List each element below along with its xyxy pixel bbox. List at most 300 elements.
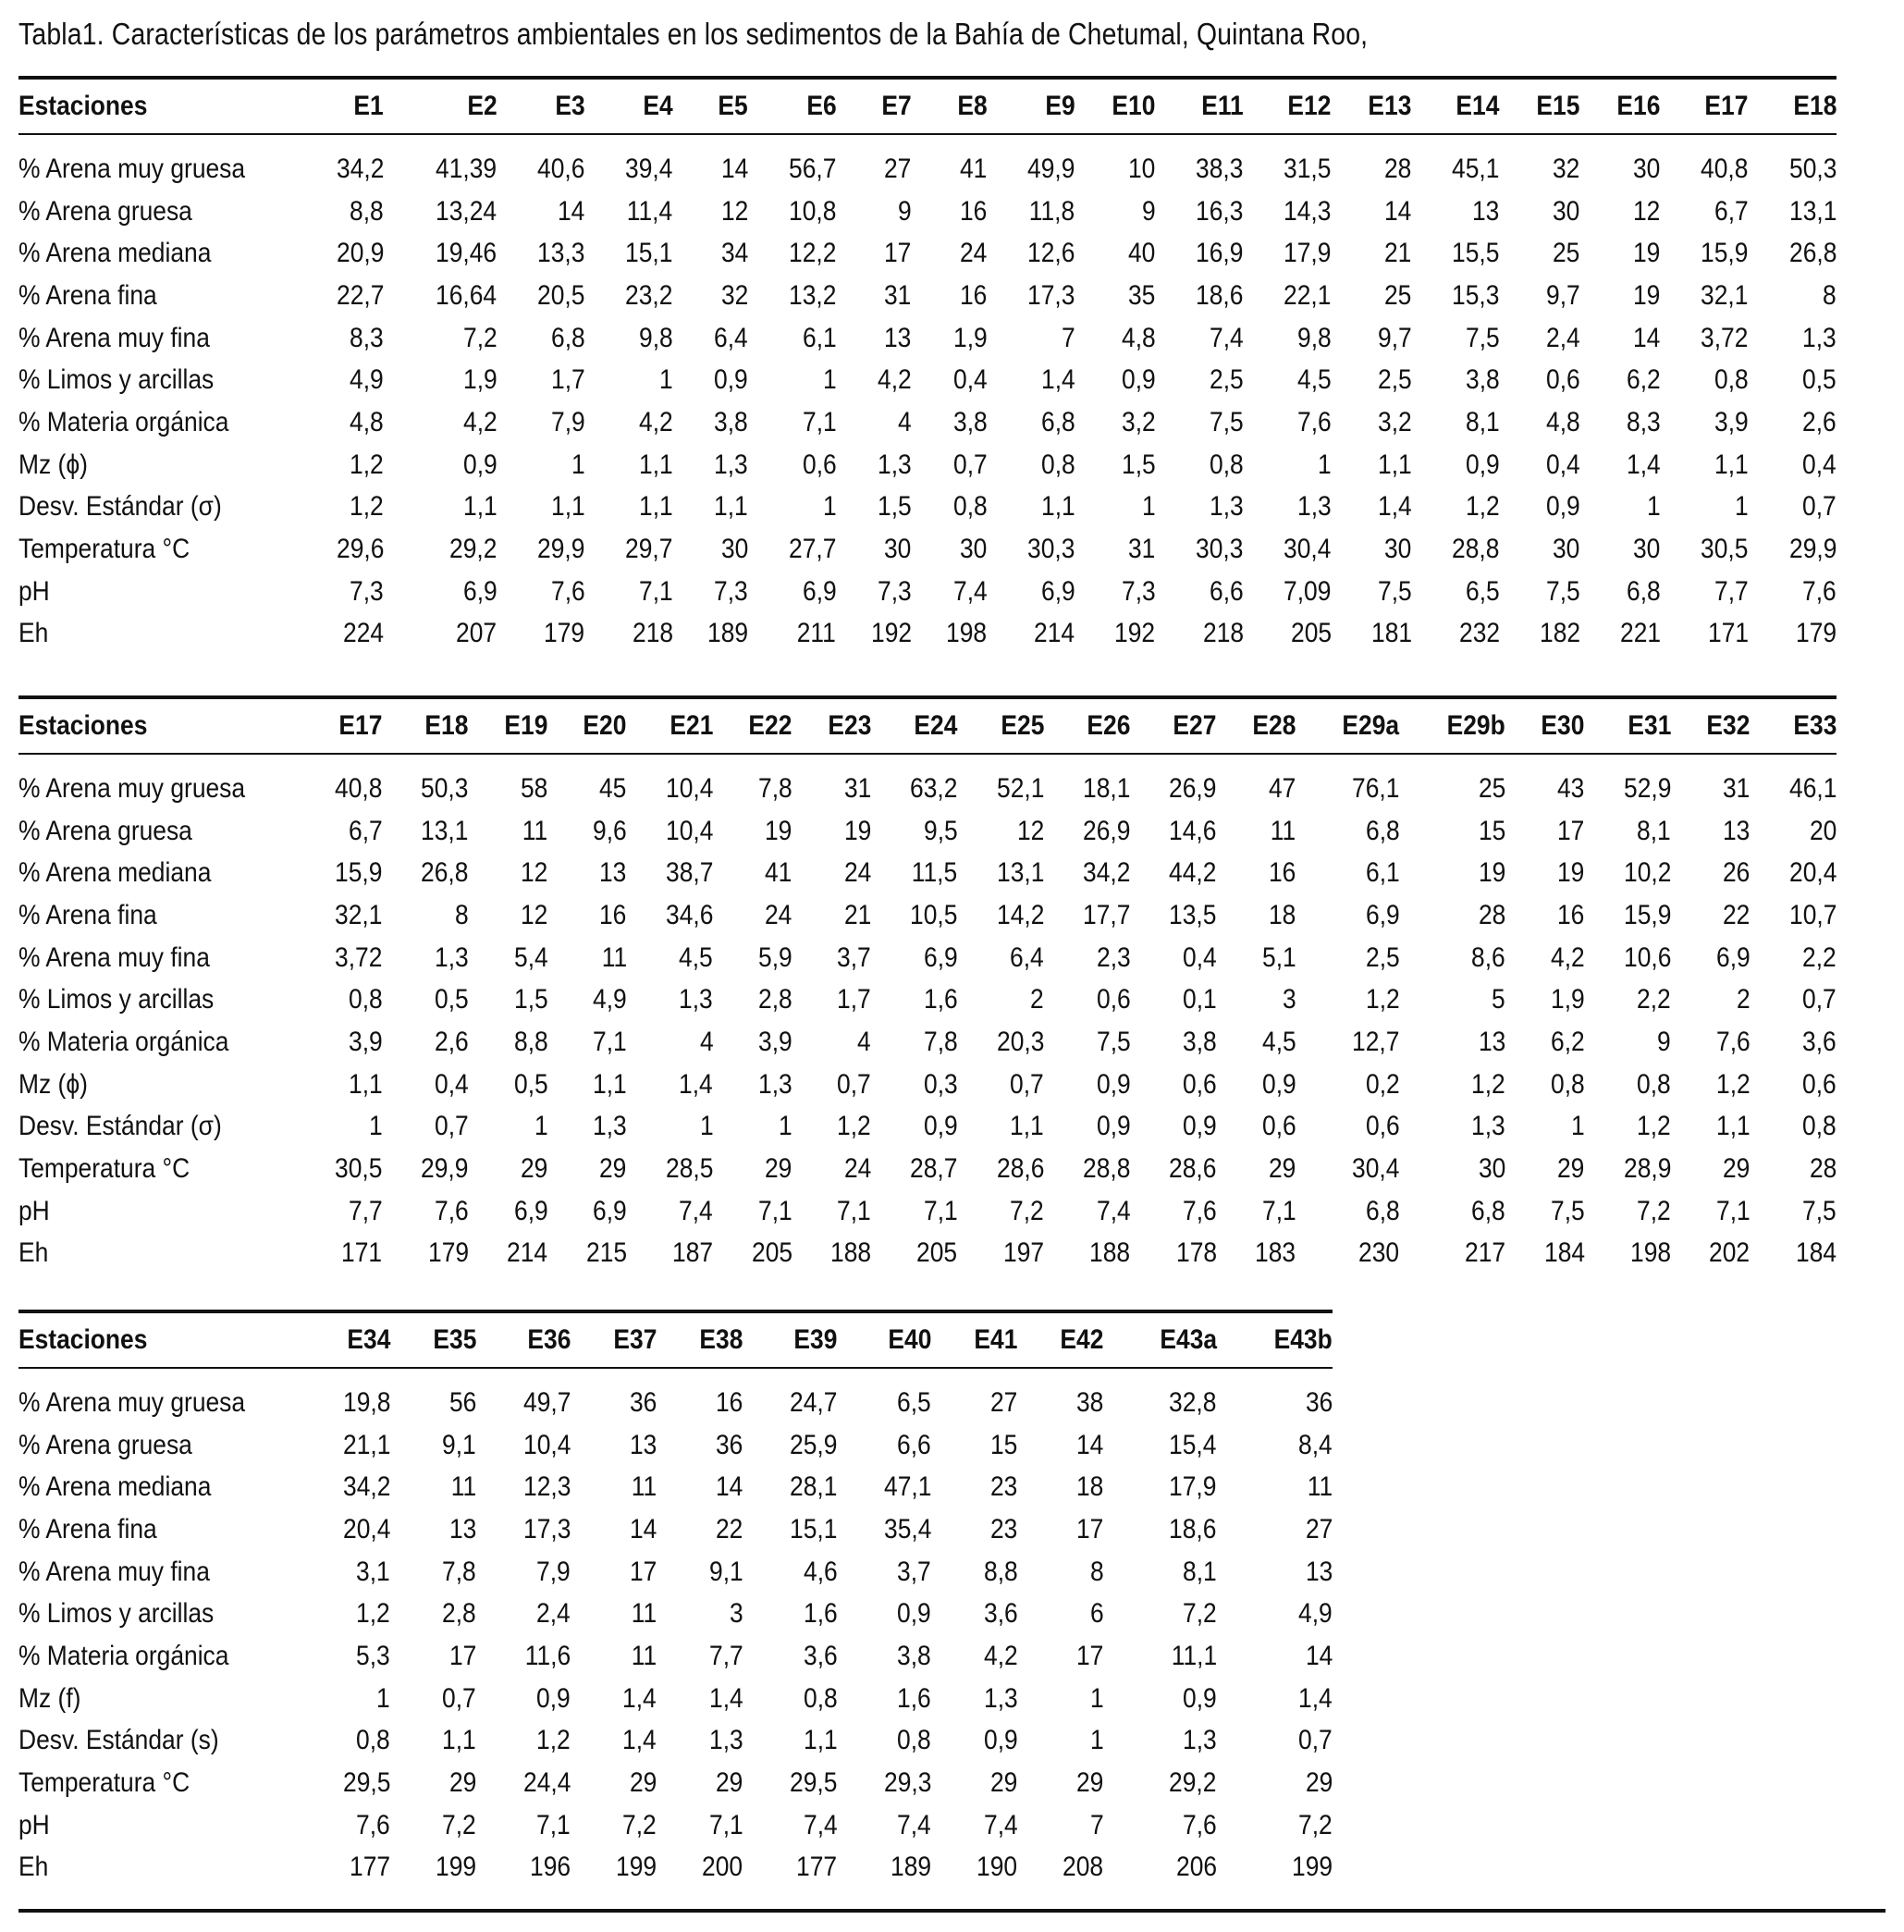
table-cell: 2 (1736, 984, 1750, 1015)
table-cell: 1,7 (837, 984, 872, 1015)
table-cell: 56,7 (788, 153, 837, 184)
station-header: E12 (1287, 91, 1332, 121)
table-row (18, 444, 1836, 486)
table-cell: 3,6 (1802, 1026, 1836, 1057)
table-row (18, 571, 1836, 613)
table-cell: 27 (989, 1386, 1018, 1418)
table-row (18, 1847, 1333, 1902)
table-cell: 32,1 (1701, 279, 1749, 311)
table-cell: 30 (960, 534, 988, 565)
table-row (18, 1021, 1836, 1064)
table-cell: 7,5 (1802, 1195, 1836, 1226)
table-cell: 2,5 (1209, 364, 1244, 396)
table-cell: 29 (765, 1153, 792, 1185)
table-cell: 1,1 (803, 1725, 838, 1756)
table-cell: 15,9 (1623, 899, 1672, 930)
table-cell: 7,5 (1546, 575, 1580, 607)
table-cell: 28,1 (789, 1471, 838, 1503)
table-cell: 10,6 (1623, 941, 1672, 973)
table-cell: 23 (989, 1471, 1018, 1503)
table-cell: 1 (571, 449, 585, 480)
table-cell: 20,4 (1788, 857, 1836, 889)
table-cell: 7,5 (1377, 575, 1412, 607)
station-header: E10 (1112, 91, 1156, 121)
table-cell: 18 (1268, 899, 1296, 930)
station-header: E38 (699, 1324, 743, 1355)
row-label: % Arena muy fina (18, 941, 210, 973)
table-cell: 6 (1089, 1598, 1104, 1630)
table-cell: 29,2 (1169, 1767, 1217, 1799)
row-label: % Arena fina (18, 1513, 157, 1544)
table-cell: 200 (702, 1852, 743, 1883)
table-cell: 207 (456, 618, 497, 649)
table-cell: 0,6 (1183, 1068, 1217, 1100)
table-cell: 1 (778, 1111, 792, 1142)
station-header: E40 (888, 1324, 932, 1355)
table-cell: 11 (631, 1598, 657, 1630)
table-cell: 13,1 (421, 815, 469, 846)
table-cell: 0,4 (1183, 941, 1217, 973)
table-cell: 8 (1823, 279, 1836, 311)
table-cell: 41 (765, 857, 792, 889)
row-label: % Arena mediana (18, 857, 212, 889)
table-cell: 12 (720, 195, 749, 227)
table-cell: 30 (720, 534, 749, 565)
table-cell: 179 (427, 1237, 469, 1269)
row-label: % Arena muy gruesa (18, 153, 246, 184)
table-cell: 38,3 (1196, 153, 1244, 184)
table-cell: 27,7 (788, 534, 837, 565)
table-cell: 3,8 (714, 406, 749, 437)
table-cell: 9,7 (1546, 279, 1580, 311)
table-cell: 29,2 (449, 534, 497, 565)
header-label: Estaciones (18, 1324, 148, 1355)
table-cell: 199 (616, 1852, 657, 1883)
table-cell: 1,3 (714, 449, 749, 480)
table-cell: 13 (1472, 195, 1500, 227)
table-cell: 214 (507, 1237, 548, 1269)
table-cell: 1,1 (1010, 1111, 1044, 1142)
table-cell: 7,5 (1096, 1026, 1131, 1057)
table-cell: 29 (1557, 1153, 1585, 1185)
table-cell: 45 (599, 772, 627, 804)
table-row (18, 1593, 1333, 1635)
table-row (18, 1551, 1333, 1594)
table-cell: 28,5 (665, 1153, 714, 1185)
row-label: % Materia orgánica (18, 1640, 229, 1671)
row-label: % Limos y arcillas (18, 984, 215, 1015)
table-cell: 8,3 (350, 322, 385, 353)
table-cell: 7,2 (622, 1809, 657, 1840)
table-cell: 4 (857, 1026, 872, 1057)
table-cell: 9 (1657, 1026, 1672, 1057)
table-cell: 28,7 (910, 1153, 958, 1185)
table-cell: 13,24 (436, 195, 497, 227)
table-cell: 7,4 (1096, 1195, 1131, 1226)
table-cell: 17 (1076, 1640, 1104, 1671)
table-cell: 30,4 (1284, 534, 1332, 565)
table-cell: 217 (1465, 1237, 1506, 1269)
table-cell: 3,9 (757, 1026, 792, 1057)
table-cell: 14,2 (996, 899, 1044, 930)
table-row (18, 613, 1836, 667)
table-cell: 6,5 (1466, 575, 1500, 607)
table-cell: 39,4 (625, 153, 673, 184)
table-cell: 4 (699, 1026, 714, 1057)
table-row (18, 317, 1836, 360)
table-cell: 14 (1305, 1640, 1333, 1671)
table-cell: 1,1 (638, 449, 673, 480)
table-row (18, 134, 1836, 191)
station-header: E18 (424, 710, 469, 741)
table-cell: 28,6 (996, 1153, 1044, 1185)
station-header: E18 (1793, 91, 1836, 121)
table-cell: 0,7 (1298, 1725, 1333, 1756)
table-cell: 1,1 (462, 491, 497, 523)
table-cell: 1,1 (550, 491, 585, 523)
row-label: Desv. Estándar (σ) (18, 491, 222, 523)
table-cell: 16,9 (1196, 238, 1244, 269)
station-header: E26 (1087, 710, 1131, 741)
table-cell: 1,5 (513, 984, 548, 1015)
table-cell: 24,7 (789, 1386, 838, 1418)
table-cell: 5,3 (356, 1640, 390, 1671)
table-cell: 208 (1063, 1852, 1104, 1883)
table-cell: 1 (1647, 491, 1661, 523)
station-header: E31 (1628, 710, 1672, 741)
table-cell: 9,8 (638, 322, 673, 353)
table-cell: 1,1 (714, 491, 749, 523)
table-cell: 17 (448, 1640, 477, 1671)
table-cell: 7,2 (1637, 1195, 1672, 1226)
table-cell: 1 (699, 1111, 714, 1142)
row-label: Desv. Estándar (s) (18, 1725, 219, 1756)
table-cell: 23,2 (625, 279, 673, 311)
table-cell: 7,1 (708, 1809, 743, 1840)
table-cell: 7,8 (923, 1026, 958, 1057)
table-cell: 0,8 (1637, 1068, 1672, 1100)
table-cell: 218 (1202, 618, 1244, 649)
station-header: E16 (1616, 91, 1661, 121)
table-cell: 29 (629, 1767, 657, 1799)
table-cell: 7,5 (1466, 322, 1500, 353)
table-cell: 7,3 (1121, 575, 1156, 607)
station-header: E29a (1342, 710, 1400, 741)
table-cell: 1,9 (1550, 984, 1585, 1015)
table-cell: 3,72 (1701, 322, 1749, 353)
table-cell: 7,1 (757, 1195, 792, 1226)
table-cell: 50,3 (421, 772, 469, 804)
table-cell: 8,6 (1471, 941, 1506, 973)
table-cell: 3 (729, 1598, 743, 1630)
station-header: E39 (793, 1324, 838, 1355)
table-cell: 6,9 (513, 1195, 548, 1226)
table-row (18, 486, 1836, 529)
table-cell: 4,9 (1298, 1598, 1333, 1630)
table-cell: 6,6 (1209, 575, 1244, 607)
table-cell: 7,2 (1298, 1809, 1333, 1840)
row-label: Temperatura °C (18, 1153, 190, 1185)
table-cell: 7,6 (1715, 1026, 1750, 1057)
table-cell: 6,4 (1010, 941, 1044, 973)
table-cell: 16 (1557, 899, 1585, 930)
table-cell: 4,2 (462, 406, 497, 437)
row-label: pH (18, 575, 50, 607)
table-cell: 12 (1633, 195, 1661, 227)
row-label: % Arena gruesa (18, 195, 192, 227)
table-cell: 3,2 (1377, 406, 1412, 437)
table-cell: 7,1 (837, 1195, 872, 1226)
table-cell: 192 (870, 618, 912, 649)
table-cell: 7,1 (1261, 1195, 1296, 1226)
table-cell: 36 (715, 1429, 743, 1460)
table-cell: 1,3 (708, 1725, 743, 1756)
table-cell: 17 (1557, 815, 1585, 846)
station-header: E41 (974, 1324, 1018, 1355)
table-cell: 19 (1633, 279, 1661, 311)
table-row (18, 1678, 1333, 1720)
table-cell: 10,4 (522, 1429, 571, 1460)
table-cell: 30 (884, 534, 912, 565)
table-cell: 0,7 (952, 449, 988, 480)
table-cell: 17,9 (1284, 238, 1332, 269)
table-cell: 25,9 (789, 1429, 838, 1460)
table-cell: 34,2 (336, 153, 385, 184)
station-header: E25 (1000, 710, 1044, 741)
station-header: E36 (527, 1324, 571, 1355)
table-cell: 12,3 (522, 1471, 571, 1503)
table-cell: 25 (1553, 238, 1580, 269)
header-label: Estaciones (18, 710, 148, 741)
table-cell: 1,4 (1298, 1682, 1333, 1714)
station-header: E9 (1045, 91, 1075, 121)
table-cell: 184 (1795, 1237, 1836, 1269)
table-cell: 1,1 (638, 491, 673, 523)
table-cell: 0,6 (1261, 1111, 1296, 1142)
table-cell: 5 (1492, 984, 1506, 1015)
table-cell: 35 (1128, 279, 1156, 311)
table-cell: 6,7 (348, 815, 383, 846)
table-cell: 0,9 (1546, 491, 1580, 523)
table-cell: 1,9 (462, 364, 497, 396)
table-cell: 1,2 (837, 1111, 872, 1142)
table-cell: 7,5 (1550, 1195, 1585, 1226)
table-cell: 0,9 (1096, 1068, 1131, 1100)
table-cell: 14 (629, 1513, 657, 1544)
table-cell: 0,7 (435, 1111, 469, 1142)
table-cell: 215 (585, 1237, 627, 1269)
table-cell: 30,3 (1196, 534, 1244, 565)
table-cell: 15,9 (335, 857, 383, 889)
table-cell: 177 (349, 1852, 390, 1883)
table-cell: 179 (1795, 618, 1836, 649)
table-cell: 58 (520, 772, 548, 804)
table-cell: 1,5 (1121, 449, 1156, 480)
table-cell: 198 (1629, 1237, 1672, 1269)
table-cell: 1,4 (679, 1068, 714, 1100)
table-cell: 0,4 (952, 364, 988, 396)
table-row (18, 232, 1836, 275)
table-cell: 1,3 (1296, 491, 1332, 523)
table-cell: 29,9 (1788, 534, 1836, 565)
table-cell: 4,8 (350, 406, 385, 437)
table-cell: 10,8 (788, 195, 837, 227)
table-cell: 47 (1268, 772, 1296, 804)
table-cell: 11,6 (524, 1640, 571, 1671)
station-header: E30 (1541, 710, 1585, 741)
table-cell: 30 (1553, 195, 1580, 227)
table-cell: 0,8 (803, 1682, 838, 1714)
table-cell: 14,3 (1284, 195, 1332, 227)
table-cell: 232 (1458, 618, 1500, 649)
table-cell: 7,2 (462, 322, 497, 353)
table-cell: 30 (1478, 1153, 1506, 1185)
row-label: Desv. Estándar (σ) (18, 1111, 222, 1142)
table-cell: 28,9 (1623, 1153, 1672, 1185)
table-cell: 4,8 (1546, 406, 1580, 437)
table-cell: 9,1 (708, 1556, 743, 1587)
table-cell: 7,1 (593, 1026, 627, 1057)
table-cell: 1,2 (350, 449, 385, 480)
table-cell: 0,9 (1121, 364, 1156, 396)
table-cell: 40,8 (335, 772, 383, 804)
table-cell: 7,4 (803, 1809, 838, 1840)
table-cell: 17,9 (1169, 1471, 1217, 1503)
table-cell: 14 (1384, 195, 1412, 227)
table-row (18, 852, 1836, 894)
table-cell: 32 (1553, 153, 1580, 184)
table-row (18, 528, 1836, 571)
table-cell: 202 (1709, 1237, 1750, 1269)
table-cell: 6,8 (550, 322, 585, 353)
table-cell: 4,2 (638, 406, 673, 437)
table-cell: 7 (1061, 322, 1075, 353)
table-cell: 224 (343, 618, 385, 649)
table-cell: 1,3 (593, 1111, 627, 1142)
row-label: % Arena fina (18, 279, 157, 311)
table-cell: 4,2 (983, 1640, 1018, 1671)
data-table-3 (18, 1310, 1333, 1903)
table-cell: 29 (1305, 1767, 1333, 1799)
table-cell: 29,6 (336, 534, 385, 565)
table-cell: 30 (1633, 534, 1661, 565)
table-cell: 14,6 (1169, 815, 1217, 846)
table-cell: 0,6 (1546, 364, 1580, 396)
table-cell: 15,3 (1452, 279, 1500, 311)
table-cell: 3,9 (1714, 406, 1749, 437)
table-cell: 8,1 (1183, 1556, 1217, 1587)
table-cell: 1,4 (622, 1682, 657, 1714)
table-cell: 4,9 (593, 984, 627, 1015)
table-cell: 24 (765, 899, 792, 930)
table-cell: 26,8 (421, 857, 469, 889)
table-cell: 0,5 (435, 984, 469, 1015)
table-cell: 12 (520, 899, 548, 930)
table-cell: 14 (1076, 1429, 1104, 1460)
table-cell: 6,6 (897, 1429, 932, 1460)
table-cell: 6,2 (1626, 364, 1661, 396)
table-cell: 0,7 (1010, 1068, 1044, 1100)
table-cell: 44,2 (1169, 857, 1217, 889)
table-cell: 7,8 (757, 772, 792, 804)
table-row (18, 191, 1836, 233)
table-cell: 1,6 (803, 1598, 838, 1630)
table-cell: 24 (843, 857, 872, 889)
table-cell: 6,1 (802, 322, 837, 353)
table-cell: 9,5 (923, 815, 958, 846)
table-cell: 30 (1633, 153, 1661, 184)
table-cell: 50,3 (1788, 153, 1836, 184)
table-cell: 0,6 (1802, 1068, 1836, 1100)
table-cell: 199 (1291, 1852, 1333, 1883)
table-cell: 14 (715, 1471, 743, 1503)
table-cell: 6,9 (593, 1195, 627, 1226)
table-cell: 63,2 (910, 772, 958, 804)
table-cell: 13 (599, 857, 627, 889)
table-cell: 5,4 (513, 941, 548, 973)
table-cell: 7,3 (714, 575, 749, 607)
table-cell: 17,3 (1027, 279, 1075, 311)
row-label: Eh (18, 1237, 49, 1269)
station-header: E4 (643, 91, 673, 121)
table-row (18, 1720, 1333, 1763)
row-label: % Arena gruesa (18, 1429, 192, 1460)
table-cell: 6,4 (714, 322, 749, 353)
table-cell: 8 (455, 899, 469, 930)
table-cell: 188 (1089, 1237, 1131, 1269)
table-cell: 15,1 (789, 1513, 838, 1544)
table-cell: 29,9 (421, 1153, 469, 1185)
table-cell: 15,4 (1169, 1429, 1217, 1460)
table-cell: 1,5 (878, 491, 912, 523)
table-cell: 20 (1809, 815, 1836, 846)
station-header: E15 (1536, 91, 1580, 121)
table-cell: 7,3 (350, 575, 385, 607)
table-cell: 18 (1076, 1471, 1104, 1503)
table-cell: 6,8 (1471, 1195, 1506, 1226)
table-cell: 190 (977, 1852, 1018, 1883)
table-cell: 12,2 (788, 238, 837, 269)
table-cell: 1,9 (952, 322, 988, 353)
table-cell: 10,4 (665, 772, 714, 804)
table-cell: 0,6 (1096, 984, 1131, 1015)
table-cell: 22,7 (336, 279, 385, 311)
table-cell: 13 (448, 1513, 477, 1544)
table-cell: 12 (1016, 815, 1044, 846)
table-cell: 4,5 (679, 941, 714, 973)
table-cell: 7,6 (1183, 1195, 1217, 1226)
row-label: Mz (ϕ) (18, 1068, 88, 1100)
table-cell: 14 (720, 153, 749, 184)
table-cell: 11,5 (912, 857, 958, 889)
table-cell: 4 (898, 406, 912, 437)
table-cell: 171 (341, 1237, 383, 1269)
table-cell: 0,4 (1802, 449, 1836, 480)
table-cell: 192 (1114, 618, 1156, 649)
table-cell: 10,5 (910, 899, 958, 930)
table-cell: 30,5 (335, 1153, 383, 1185)
table-cell: 11 (450, 1471, 477, 1503)
table-caption: Tabla1. Características de los parámetros ambientales en los sedimentos de la Bahía de Chetumal, Quintana Roo, (18, 17, 1369, 51)
table-cell: 7,6 (435, 1195, 469, 1226)
table-cell: 11,1 (1171, 1640, 1217, 1671)
table-cell: 1,1 (1040, 491, 1075, 523)
table-cell: 1,4 (1040, 364, 1075, 396)
table-cell: 178 (1175, 1237, 1217, 1269)
table-cell: 17,3 (522, 1513, 571, 1544)
table-cell: 16,64 (436, 279, 497, 311)
table-cell: 0,3 (923, 1068, 958, 1100)
